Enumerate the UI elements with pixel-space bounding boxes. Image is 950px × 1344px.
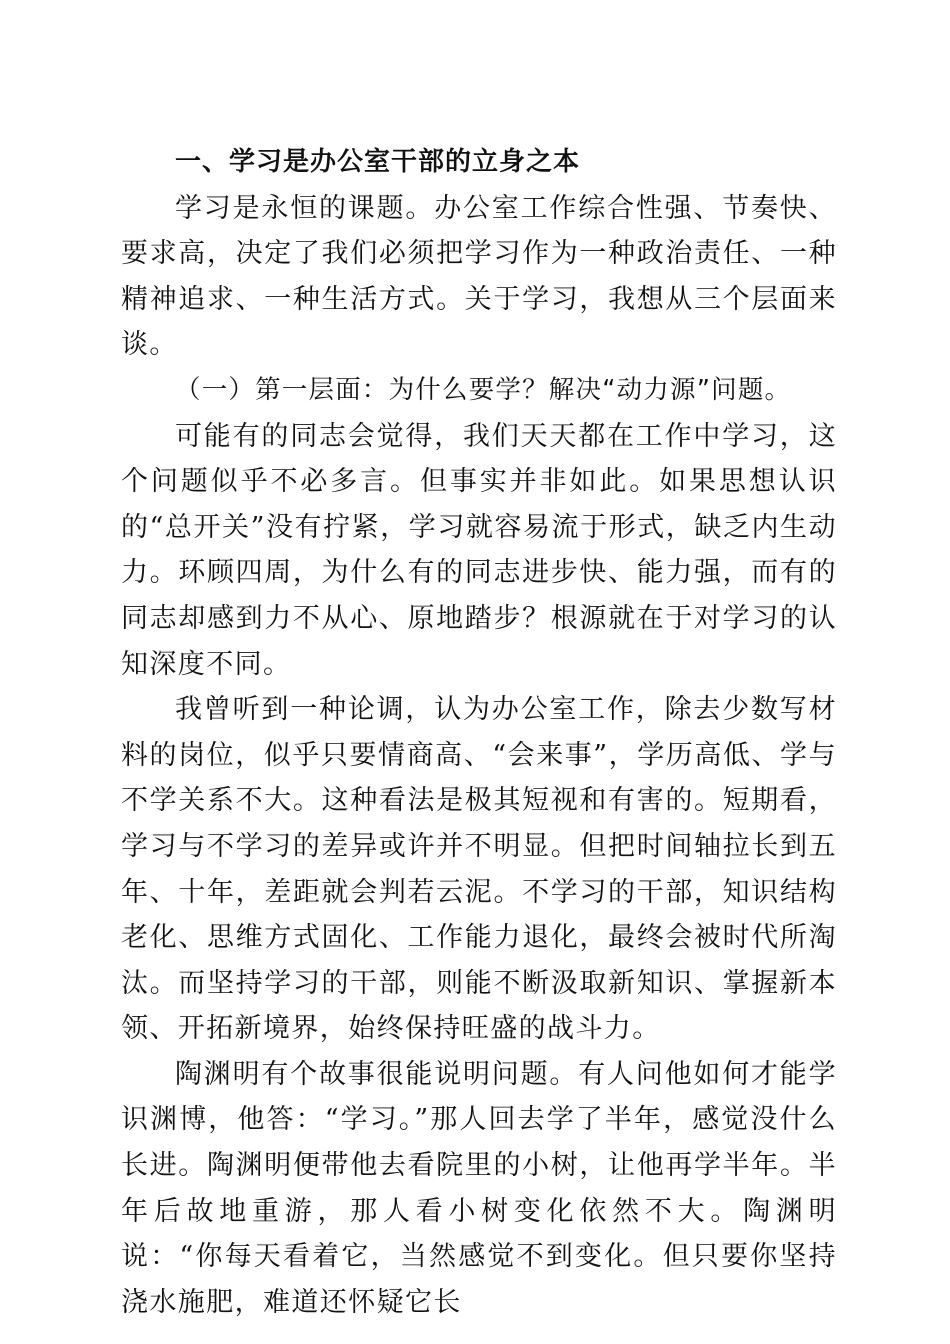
intro-paragraph: 学习是永恒的课题。办公室工作综合性强、节奏快、要求高，决定了我们必须把学习作为一种政治责任、一种精神追求、一种生活方式。关于学习，我想从三个层面来谈。	[121, 192, 837, 361]
document-body	[121, 140, 837, 1325]
sub-section-heading: （一）第一层面：为什么要学？解决“动力源”问题。	[175, 374, 792, 405]
body-paragraph-1: 可能有的同志会觉得，我们天天都在工作中学习，这个问题似乎不必多言。但事实并非如此。如果思想认识的“总开关”没有拧紧，学习就容易流于形式，缺乏内生动力。环顾四周，为什么有的同志进步快、能力强，而有的同志却感到力不从心、原地踏步？根源就在于对学习的认知深度不同。	[121, 420, 837, 680]
body-paragraph-2: 我曾听到一种论调，认为办公室工作，除去少数写材料的岗位，似乎只要情商高、“会来事”，学历高低、学与不学关系不大。这种看法是极其短视和有害的。短期看，学习与不学习的差异或许并不明显。但把时间轴拉长到五年、十年，差距就会判若云泥。不学习的干部，知识结构老化、思维方式固化、工作能力退化，最终会被时代所淘汰。而坚持学习的干部，则能不断汲取新知识、掌握新本领、开拓新境界，始终保持旺盛的战斗力。	[121, 694, 837, 1045]
section-heading: 一、学习是办公室干部的立身之本	[175, 147, 581, 177]
body-paragraph-3: 陶渊明有个故事很能说明问题。有人问他如何才能学识渊博，他答：“学习。”那人回去学了半年，感觉没什么长进。陶渊明便带他去看院里的小树，让他再学半年。半年后故地重游，那人看小树变化依然不大。陶渊明说：“你每天看着它，当然感觉不到变化。但只要你坚持浇水施肥，难道还怀疑它长	[121, 1058, 837, 1318]
